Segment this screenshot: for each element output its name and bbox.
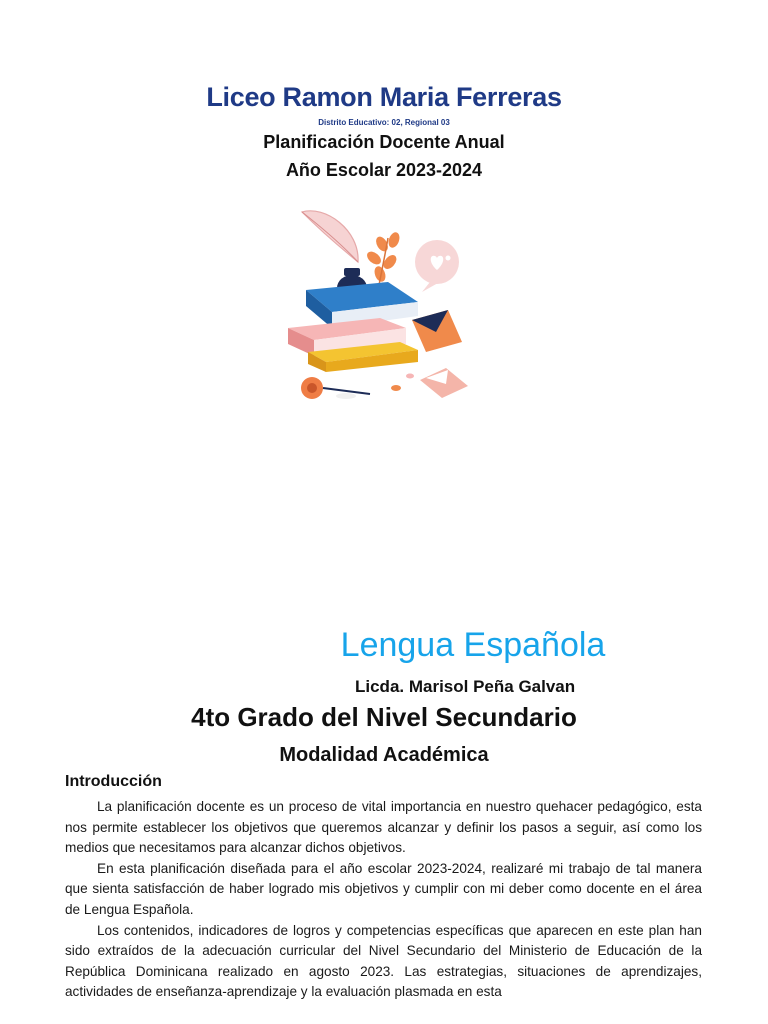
introduction-body	[65, 797, 702, 1003]
introduction-paragraph: Los contenidos, indicadores de logros y competencias específicas que aparecen en este plan han sido extraídos de la adecuación curricular del Nivel Secundario del Ministerio de Educación de la República Dominicana realizado en agosto 2023. Las estrategias, situaciones de aprendizajes, actividades de enseñanza-aprendizaje y la evaluación plasmada en esta	[65, 922, 702, 1000]
school-year: Año Escolar 2023-2024	[285, 160, 483, 180]
introduction-paragraph: La planificación docente es un proceso de vital importancia en nuestro quehacer pedagógico, esta nos permite establecer los objetivos que queremos alcanzar y definir los pasos a seguir, así como los medios que necesitamos para alcanzar dichos objetivos.	[65, 799, 702, 856]
introduction-heading: Introducción	[65, 773, 162, 790]
modality: Modalidad Académica	[279, 744, 489, 766]
introduction-paragraph: En esta planificación diseñada para el año escolar 2023-2024, realizaré mi trabajo de tal manera que sienta satisfacción de haber logrado mis objetivos y cumplir con mi deber como docente en el área de Lengua Española.	[65, 860, 702, 917]
plan-title: Planificación Docente Anual	[263, 132, 505, 152]
school-name: Liceo Ramon Maria Ferreras	[206, 82, 562, 112]
district-info: Distrito Educativo: 02, Regional 03	[318, 118, 450, 127]
teacher-name: Licda. Marisol Peña Galvan	[355, 677, 576, 696]
grade-level: 4to Grado del Nivel Secundario	[191, 702, 577, 732]
subject-title: Lengua Española	[340, 626, 606, 664]
books-illustration-icon	[270, 200, 500, 415]
